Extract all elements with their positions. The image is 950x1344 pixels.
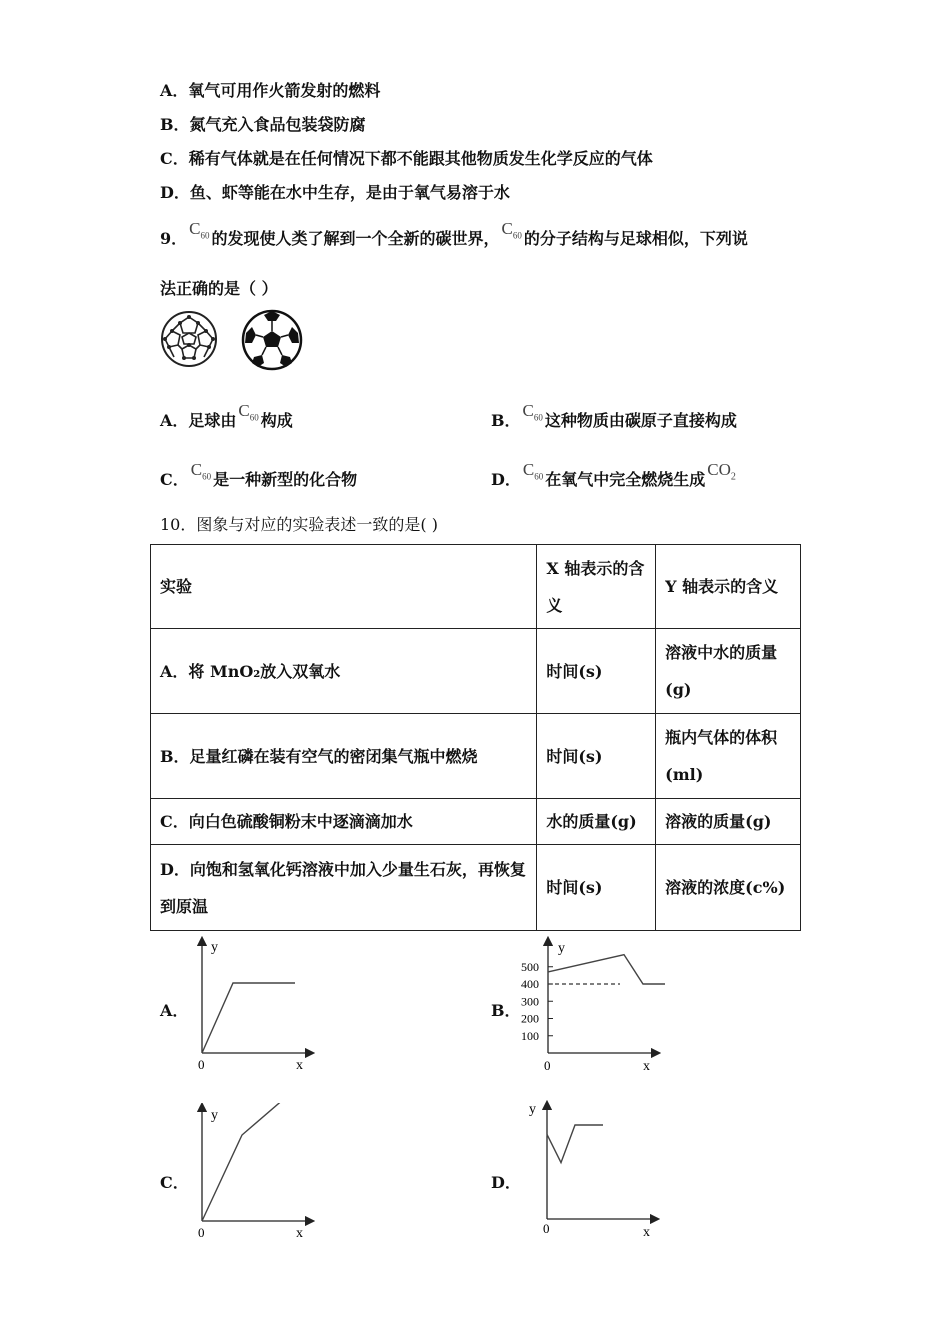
header-y-axis: Y 轴表示的含义 [656,545,801,629]
q10-stem: 10．图象与对应的实验表述一致的是( ) [160,515,438,534]
row-c-x: 水的质量(g) [537,799,656,845]
c60-formula: $C_{60}$ [522,460,544,482]
q8-option-d: D．鱼、虾等能在水中生存，是由于氧气易溶于水 [160,183,510,202]
experiment-table [150,544,801,931]
row-b-experiment: B．足量红磷在装有空气的密闭集气瓶中燃烧 [151,714,537,799]
row-c-y: 溶液的质量(g) [656,799,801,845]
row-a-y: 溶液中水的质量(g) [656,629,801,714]
row-b-x: 时间(s) [537,714,656,799]
q8-option-c: C．稀有气体就是在任何情况下都不能跟其他物质发生化学反应的气体 [160,149,653,168]
table-row [151,629,801,714]
row-a-experiment: A．将 MnO₂放入双氧水 [151,629,537,714]
row-d-y: 溶液的浓度(c%) [656,845,801,931]
graph-a-origin: 0 [198,1057,205,1072]
graph-b-tick-label: 400 [521,977,539,991]
graph-b-curve [548,955,665,984]
graph-c-y-label: y [211,1108,218,1123]
co2-formula: $CO_2$ [707,460,736,483]
graph-c [190,1103,320,1243]
graph-d-x-label: x [643,1225,650,1240]
graph-a-curve [202,983,295,1053]
graph-d-y-label: y [529,1102,536,1117]
q9-option-d: D．$C_{60}$ 在氧气中完全燃烧生成$CO_2$ [491,460,736,489]
graph-a [190,935,320,1075]
graph-d [525,1097,665,1242]
q8-option-b: B．氮气充入食品包装袋防腐 [160,115,366,134]
q9-option-a: A．足球由$C_{60}$ 构成 [160,401,293,430]
graph-d-curve [547,1125,603,1163]
table-header-row [151,545,801,629]
table-row [151,845,801,931]
graph-a-x-label: x [296,1058,303,1073]
c60-formula: $C_{60}$ [522,401,543,423]
graph-d-label: D． [491,1173,521,1192]
graph-c-origin: 0 [198,1225,205,1240]
graph-b-tick-label: 100 [521,1028,539,1043]
graph-b-label: B． [491,1001,521,1020]
graph-d-origin: 0 [543,1221,550,1236]
graph-b-tick-label: 300 [521,994,539,1009]
row-d-experiment: D．向饱和氢氧化钙溶液中加入少量生石灰，再恢复到原温 [151,845,537,931]
c60-formula: $C_{60}$ [238,401,259,423]
q9-number: 9． [160,229,188,248]
row-d-x: 时间(s) [537,845,656,931]
q8-option-a: A．氧气可用作火箭发射的燃料 [160,81,381,100]
q9-stem: 9．$C_{60}$ 的发现使人类了解到一个全新的碳世界，$C_{60}$ 的分子结构与足球相似，下列说 [160,219,748,248]
header-x-axis: X 轴表示的含义 [537,545,656,629]
row-c-experiment: C．向白色硫酸铜粉末中逐滴滴加水 [151,799,537,845]
graph-a-y-label: y [211,940,218,955]
c60-formula: $C_{60}$ [501,219,522,241]
c60-molecule-image [158,307,220,371]
graph-b-y-label: y [558,941,565,956]
graph-b [520,935,665,1075]
graph-c-label: C． [160,1173,189,1192]
soccer-ball-image [240,307,304,373]
graph-c-x-label: x [296,1226,303,1241]
q9-option-c: C．$C_{60}$ 是一种新型的化合物 [160,460,358,489]
graph-a-label: A． [160,1001,189,1020]
graph-b-origin: 0 [544,1058,551,1073]
graph-b-tick-label: 200 [521,1011,539,1026]
header-experiment: 实验 [151,545,537,629]
q9-stem-line2: 法正确的是（ ） [160,279,278,298]
row-b-y: 瓶内气体的体积(ml) [656,714,801,799]
table-row [151,799,801,845]
c60-formula: $C_{60}$ [189,219,210,241]
row-a-x: 时间(s) [537,629,656,714]
graph-b-tick-label: 500 [521,959,539,974]
table-row [151,714,801,799]
q9-option-b: B．$C_{60}$ 这种物质由碳原子直接构成 [491,401,737,430]
c60-formula: $C_{60}$ [190,460,212,482]
graph-b-x-label: x [643,1059,650,1074]
